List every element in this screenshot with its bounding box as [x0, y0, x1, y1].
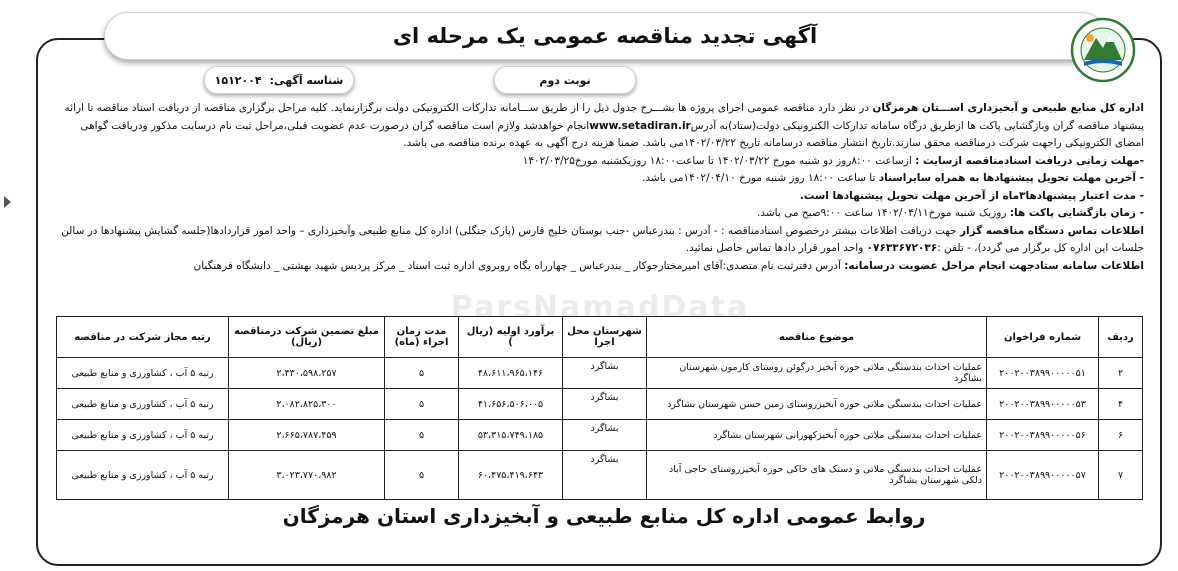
cell-call-no: ۲۰۰۲۰۰۳۸۹۹۰۰۰۰۰۵۷ — [987, 451, 1099, 500]
cell-row: ۷ — [1099, 451, 1143, 500]
opening-time-label: - زمان بازگشایی پاکت ها: — [1009, 207, 1144, 219]
ad-id-label: شناسه آگهی: — [269, 73, 344, 87]
footer-signature: روابط عمومی اداره کل منابع طبیعی و آبخیزداری استان هرمزگان — [282, 504, 926, 528]
cell-rank: رتبه ۵ آب ، کشاورزی و منابع طبیعی — [57, 358, 229, 389]
membership-paragraph — [52, 258, 1144, 276]
table-row — [57, 420, 1143, 451]
cell-city: بشاگرد — [563, 420, 647, 451]
membership-text: آدرس دفترثبت نام متصدی:آقای امیرمختارجوکار _ بندرعباس _ چهارراه یگاه روبروی اداره ثبت اسناد _ مرکز پردیس شهید بهشتی _ دانشگاه فرهنگیان — [193, 259, 845, 272]
cell-duration: ۵ — [385, 358, 459, 389]
contact-text-2: واحد امور قرار دادها تماس حاصل نمائید. — [685, 242, 867, 254]
submission-deadline-line — [52, 170, 1144, 188]
watermark: ParsNamadData — [450, 290, 750, 325]
cell-estimate: ۵۳،۳۱۵،۷۴۹،۱۸۵ — [459, 420, 563, 451]
round-badge — [494, 66, 636, 94]
document-deadline-text: ازساعت ۸:۰۰روز دو شنبه مورخ ۱۴۰۲/۰۳/۲۲ تا ساعت۱۸:۰۰ روزیکشنبه مورخ۱۴۰۲/۰۳/۲۵ — [522, 154, 916, 167]
document-deadline-label: -مهلت زمانی دریافت اسنادمناقصه ازسایت : — [915, 154, 1144, 167]
table-row — [57, 389, 1143, 420]
contact-text: جهت دریافت اطلاعات بیشتر درخصوص اسنادمناقصه : - آدرس : بندرعباس -جنب بوستان خلیج فارس (پارک جنگلی) اداره کل منابع طبیعی وآبخیزداری – واحد امور قراردادها(جلسه گشایش پیشنهادها در سالن جلسات این اداره کل برگزار می گردد)، - تلفن : — [61, 224, 1144, 254]
cell-rank: رتبه ۵ آب ، کشاورزی و منابع طبیعی — [57, 420, 229, 451]
organization-name: اداره کل منابع طبیعی و آبخیزداری اســـتان هرمزگان — [872, 102, 1144, 114]
intro-paragraph — [52, 100, 1144, 153]
intro-text-2: انجام خواهدشد ولازم است مناقصه گران درصورت عدم عضویت قبلی،مراحل ثبت نام درسایت مذکور ودریافت گواهی امضای الکترونیکی راجهت شرکت درمناقصه محقق سازند.تاریخ انتشار مناقصه درسامانه تاریخ ۱۴۰۲/۰۳/۲۲می باشد. ضمنا هزینه درج آگهی به عهده برنده مناقصه می باشد. — [80, 119, 1144, 149]
col-header-estimate: برآورد اولیه (ریال ) — [459, 317, 563, 358]
membership-label: اطلاعات سامانه ستادجهت انجام مراحل عضویت درسامانه: — [844, 259, 1144, 272]
header-banner — [104, 12, 1106, 60]
cell-duration: ۵ — [385, 389, 459, 420]
cell-call-no: ۲۰۰۲۰۰۳۸۹۹۰۰۰۰۰۵۱ — [987, 358, 1099, 389]
round-label: نوبت دوم — [539, 73, 591, 87]
cell-city: بشاگرد — [563, 358, 647, 389]
cell-guarantee: ۲،۴۳۰،۵۹۸،۲۵۷ — [229, 358, 385, 389]
opening-time-text: روزیک شنبه مورخ۱۴۰۲/۰۴/۱۱ ساعت ۹:۰۰صبح می باشد. — [756, 207, 1010, 219]
cell-estimate: ۴۱،۶۵۶،۵۰۶،۰۰۵ — [459, 389, 563, 420]
cell-estimate: ۴۸،۶۱۱،۹۶۵،۱۴۶ — [459, 358, 563, 389]
cell-subject: عملیات احداث بندسنگی ملاتی حوزه آبخیزکهورانی شهرستان بشاگرد — [647, 420, 987, 451]
cell-city: بشاگرد — [563, 451, 647, 500]
cell-estimate: ۶۰،۴۷۵،۴۱۹،۶۴۳ — [459, 451, 563, 500]
cell-guarantee: ۳،۰۲۳،۷۷۰،۹۸۲ — [229, 451, 385, 500]
table-row — [57, 451, 1143, 500]
tender-table — [56, 316, 1143, 500]
cell-row: ۲ — [1099, 358, 1143, 389]
cell-guarantee: ۲،۶۶۵،۷۸۷،۴۵۹ — [229, 420, 385, 451]
ad-id-badge — [204, 66, 354, 94]
cell-call-no: ۲۰۰۲۰۰۳۸۹۹۰۰۰۰۰۵۶ — [987, 420, 1099, 451]
page-title: آگهی تجدید مناقصه عمومی یک مرحله ای — [392, 24, 818, 48]
col-header-guarantee: مبلغ تضمین شرکت درمناقصه (ریال) — [229, 317, 385, 358]
document-deadline-line — [52, 153, 1144, 171]
cell-subject: عملیات احداث بندسنگی ملاتی حوزه آبخیزروستای زمین حسن شهرستان بشاگرد — [647, 389, 987, 420]
cell-call-no: ۲۰۰۲۰۰۳۸۹۹۰۰۰۰۰۵۳ — [987, 389, 1099, 420]
table-row — [57, 358, 1143, 389]
cell-row: ۴ — [1099, 389, 1143, 420]
intro-text: در نظر دارد مناقصه عمومی اجرای پروژه ها بشـــرح جدول ذیل را از طریق ســـامانه تدارکات الکترونیکی دولت برگزارنماید. کلیه مراحل برگزاری مناقصه از دریافت اسناد مناقصه تا ارائه پیشنهاد مناقصه گران وبازگشایی پاکت ها ازطریق درگاه سامانه تدارکات الکترونیکی دولت(ستاد)به آدرس — [64, 102, 1144, 132]
col-header-row: ردیف — [1099, 317, 1143, 358]
submission-deadline-label: - آخرین مهلت تحویل پیشنهادها به همراه سایراسناد — [878, 172, 1144, 184]
setad-url-link[interactable]: www.setadiran.ir — [589, 119, 691, 132]
col-header-call-no: شماره فراخوان — [987, 317, 1099, 358]
cell-rank: رتبه ۵ آب ، کشاورزی و منابع طبیعی — [57, 389, 229, 420]
col-header-duration: مدت زمان اجراء (ماه) — [385, 317, 459, 358]
validity-text: - مدت اعتبار پیشنهادها۳ماه از آخرین مهلت تحویل پیشنهادها است. — [799, 189, 1144, 202]
cell-city: بشاگرد — [563, 389, 647, 420]
cell-row: ۶ — [1099, 420, 1143, 451]
cell-duration: ۵ — [385, 451, 459, 500]
cell-subject: عملیات احداث بندسنگی ملاتی حوزه آبخیز درگوئن روستای کارمون شهرستان بشاگرد — [647, 358, 987, 389]
opening-time-line — [52, 205, 1144, 223]
col-header-subject: موضوع مناقصه — [647, 317, 987, 358]
cell-rank: رتبه ۵ آب ، کشاورزی و منابع طبیعی — [57, 451, 229, 500]
col-header-rank: رتبه مجاز شرکت در مناقصه — [57, 317, 229, 358]
submission-deadline-text: تا ساعت ۱۸:۰۰ روز شنبه مورخ ۱۴۰۲/۰۴/۱۰می باشد. — [642, 172, 879, 184]
cell-duration: ۵ — [385, 420, 459, 451]
natural-resources-emblem-icon — [1070, 14, 1136, 86]
contact-paragraph — [52, 223, 1144, 258]
validity-line — [52, 188, 1144, 206]
table-header-row — [57, 317, 1143, 358]
cell-subject: عملیات احداث بندسنگی ملاتی و دستک های خاکی حوزه آبخیزروستای حاجی آباد دلکی شهرستان بشاگرد — [647, 451, 987, 500]
cell-guarantee: ۲،۰۸۲،۸۲۵،۳۰۰ — [229, 389, 385, 420]
contact-label: اطلاعات تماس دستگاه مناقصه گزار — [959, 224, 1144, 237]
announcement-body — [52, 100, 1144, 275]
ad-id-value: ۱۵۱۲۰۰۴ — [214, 73, 262, 87]
col-header-city: شهرستان محل اجرا — [563, 317, 647, 358]
contact-phone: ۰۷۶۳۳۶۷۲۰۳۶ — [866, 242, 938, 254]
play-arrow-icon[interactable] — [4, 196, 11, 208]
